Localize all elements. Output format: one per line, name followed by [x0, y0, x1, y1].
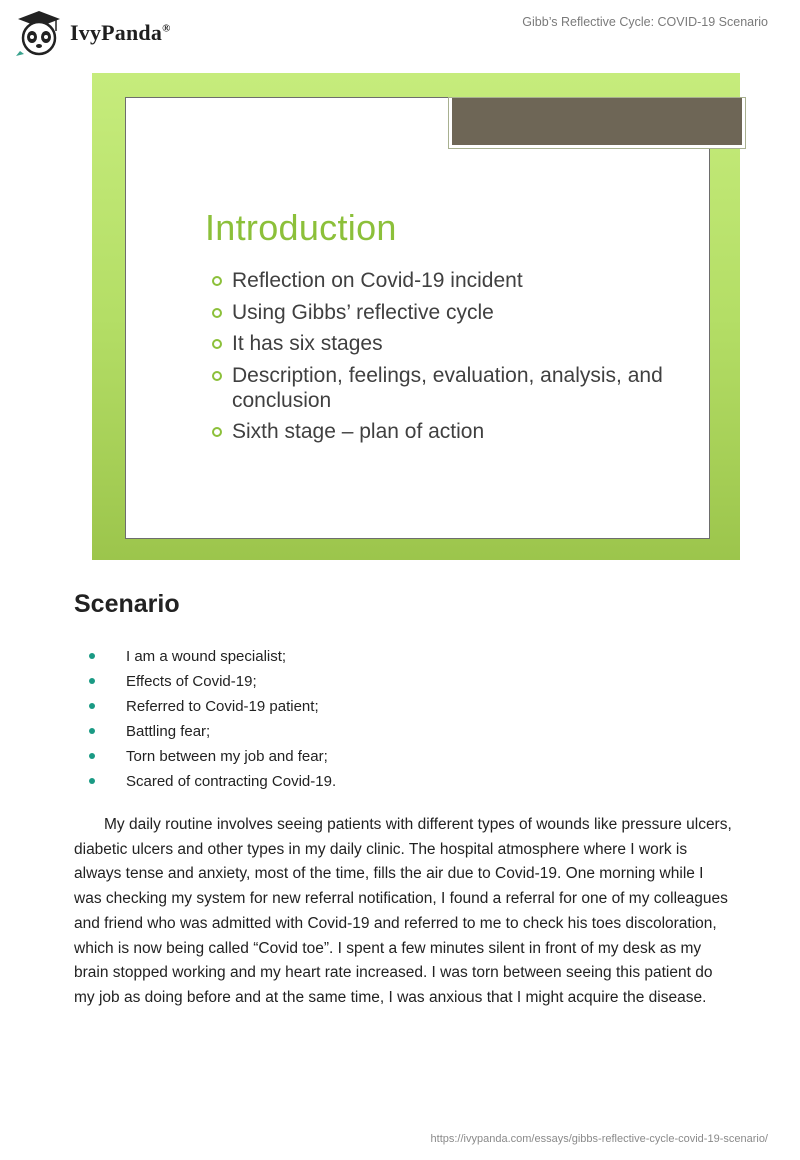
slide-bullet-list	[212, 268, 692, 451]
brand-logo[interactable]	[14, 9, 171, 57]
panda-logo-icon	[14, 9, 64, 57]
slide-bullet-item: Sixth stage – plan of action	[212, 419, 692, 444]
slide-card	[125, 97, 710, 539]
list-item: Battling fear;	[74, 719, 336, 744]
presentation-slide	[92, 73, 740, 560]
list-item: Torn between my job and fear;	[74, 744, 336, 769]
ring-bullet-icon	[212, 427, 222, 437]
brand-name: IvyPanda®	[70, 20, 171, 45]
ring-bullet-icon	[212, 339, 222, 349]
ring-bullet-icon	[212, 371, 222, 381]
scenario-list	[74, 644, 336, 794]
document-title: Gibb’s Reflective Cycle: COVID-19 Scenario	[522, 15, 768, 29]
list-item: Referred to Covid-19 patient;	[74, 694, 336, 719]
bullet-dot-icon	[89, 653, 95, 659]
slide-bullet-item: It has six stages	[212, 331, 692, 356]
body-paragraph: My daily routine involves seeing patients with different types of wounds like pressure ulcers, diabetic ulcers and other types in my daily clinic. The hospital atmosphere where I work is always tense and anxiety, most of the time, fills the air due to Covid-19. One morning while I was checking my system for new referral notification, I found a referral for one of my colleagues and friend who was admitted with Covid-19 and referred to me to check his toes discoloration, which is now being called “Covid toe”. I spent a few minutes silent in front of my desk as my brain stopped working and my heart rate increased. I was torn between seeing this patient do my job as doing before and at the same time, I was anxious that I might acquire the disease.	[74, 816, 732, 1006]
ring-bullet-icon	[212, 276, 222, 286]
bullet-dot-icon	[89, 728, 95, 734]
ring-bullet-icon	[212, 308, 222, 318]
bullet-dot-icon	[89, 753, 95, 759]
slide-bullet-item: Description, feelings, evaluation, analysis, and conclusion	[212, 363, 692, 413]
bullet-dot-icon	[89, 678, 95, 684]
slide-decorative-tab	[449, 98, 745, 148]
list-item: I am a wound specialist;	[74, 644, 336, 669]
list-item: Scared of contracting Covid-19.	[74, 769, 336, 794]
slide-bullet-item: Using Gibbs’ reflective cycle	[212, 300, 692, 325]
footer-url[interactable]: https://ivypanda.com/essays/gibbs-reflective-cycle-covid-19-scenario/	[430, 1133, 768, 1145]
list-item: Effects of Covid-19;	[74, 669, 336, 694]
bullet-dot-icon	[89, 778, 95, 784]
slide-title: Introduction	[205, 207, 397, 248]
bullet-dot-icon	[89, 703, 95, 709]
section-heading: Scenario	[74, 590, 180, 618]
slide-bullet-item: Reflection on Covid-19 incident	[212, 268, 692, 293]
